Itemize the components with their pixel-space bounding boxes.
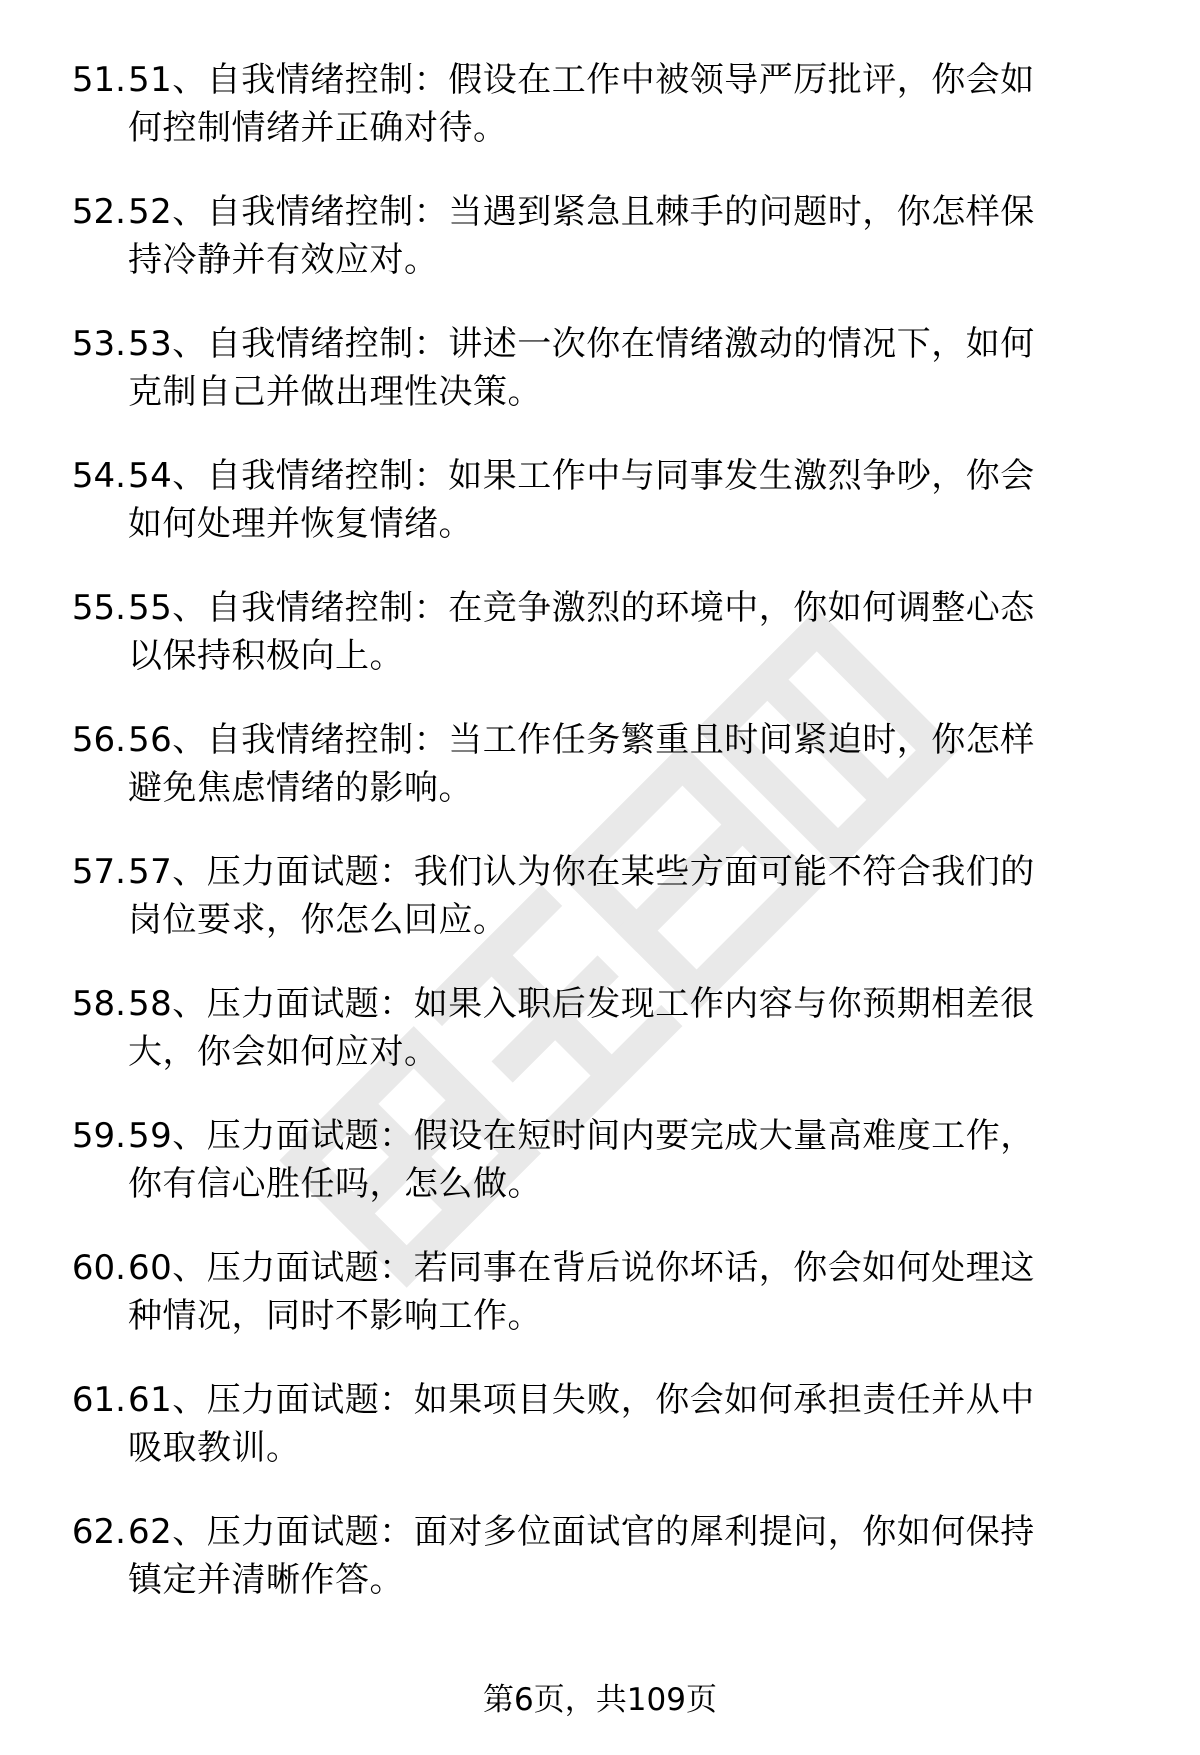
- question-text: 61、压力面试题：如果项目失败，你会如何承担责任并从中吸取教训。: [128, 1380, 1035, 1468]
- question-item-53: [0, 320, 1200, 452]
- question-item-59: [0, 1112, 1200, 1244]
- question-item-62: [0, 1508, 1200, 1640]
- question-number: 60.: [71, 1248, 126, 1288]
- question-list: [0, 56, 1200, 1640]
- question-number: 59.: [71, 1116, 126, 1156]
- question-item-57: [0, 848, 1200, 980]
- question-text: 54、自我情绪控制：如果工作中与同事发生激烈争吵，你会如何处理并恢复情绪。: [128, 456, 1035, 544]
- question-item-51: [0, 56, 1200, 188]
- question-item-55: [0, 584, 1200, 716]
- question-number: 57.: [71, 852, 126, 892]
- page-footer: 第6页，共109页: [483, 1682, 717, 1718]
- question-item-52: [0, 188, 1200, 320]
- question-number: 54.: [71, 456, 126, 496]
- question-number: 58.: [71, 984, 126, 1024]
- question-text: 60、压力面试题：若同事在背后说你坏话，你会如何处理这种情况，同时不影响工作。: [128, 1248, 1035, 1336]
- question-number: 51.: [71, 60, 126, 100]
- question-number: 52.: [71, 192, 126, 232]
- question-text: 57、压力面试题：我们认为你在某些方面可能不符合我们的岗位要求，你怎么回应。: [128, 852, 1035, 940]
- question-text: 56、自我情绪控制：当工作任务繁重且时间紧迫时，你怎样避免焦虑情绪的影响。: [128, 720, 1035, 808]
- question-text: 53、自我情绪控制：讲述一次你在情绪激动的情况下，如何克制自己并做出理性决策。: [128, 324, 1035, 412]
- question-text: 59、压力面试题：假设在短时间内要完成大量高难度工作，你有信心胜任吗，怎么做。: [128, 1116, 1035, 1204]
- question-item-56: [0, 716, 1200, 848]
- question-text: 58、压力面试题：如果入职后发现工作内容与你预期相差很大，你会如何应对。: [128, 984, 1035, 1072]
- question-text: 55、自我情绪控制：在竞争激烈的环境中，你如何调整心态以保持积极向上。: [128, 588, 1035, 676]
- question-number: 56.: [71, 720, 126, 760]
- question-item-54: [0, 452, 1200, 584]
- question-number: 53.: [71, 324, 126, 364]
- question-text: 52、自我情绪控制：当遇到紧急且棘手的问题时，你怎样保持冷静并有效应对。: [128, 192, 1035, 280]
- question-number: 61.: [71, 1380, 126, 1420]
- question-number: 55.: [71, 588, 126, 628]
- question-text: 62、压力面试题：面对多位面试官的犀利提问，你如何保持镇定并清晰作答。: [128, 1512, 1035, 1600]
- question-item-58: [0, 980, 1200, 1112]
- question-item-61: [0, 1376, 1200, 1508]
- question-text: 51、自我情绪控制：假设在工作中被领导严厉批评，你会如何控制情绪并正确对待。: [128, 60, 1035, 148]
- question-number: 62.: [71, 1512, 126, 1552]
- question-item-60: [0, 1244, 1200, 1376]
